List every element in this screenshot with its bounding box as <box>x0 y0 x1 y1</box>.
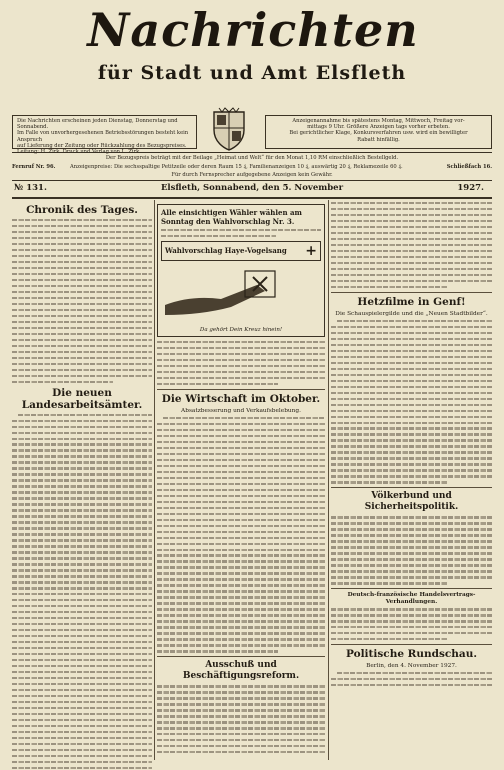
ballot-caption: Da gehört Dein Kreuz hinein! <box>199 326 283 333</box>
info-line: Rabatt hinfällig. <box>357 136 400 143</box>
article-body <box>157 417 325 653</box>
election-appeal: Alle einsichtigen Wähler wählen am Sonntag den Wahlvorschlag Nr. 3. <box>161 208 302 226</box>
subscription-text: Der Bezugspreis beträgt mit der Beilage „Heimat und Welt“ für den Monat 1,10 RM einschließlich Bestellgeld. <box>105 155 399 161</box>
column-divider <box>328 200 329 760</box>
article-body <box>12 219 152 383</box>
masthead-title: Nachrichten <box>87 3 419 57</box>
info-line: auf Lieferung der Zeitung oder Rückzahlung des Bezugspreises. <box>17 142 187 149</box>
subheadline-wirtschaft: Absatzbesserung und Verkaufsbelebung. <box>181 407 301 414</box>
column-left <box>12 202 152 757</box>
article-body <box>331 202 492 288</box>
issue-date: Elsfleth, Sonnabend, den 5. November <box>160 183 344 193</box>
info-line: Anzeigenannahme bis spätestens Montag, Mittwoch, Freitag vor- <box>292 118 465 124</box>
column-divider <box>154 200 155 760</box>
ad-prices: Anzeigenpreise: Die sechsspaltige Petitzeile oder deren Raum 15 ₰, Familienanzeigen 10 ₰, auswärtig 20 ₰, Reklamezeile 60 ₰. <box>70 164 403 170</box>
ballot-hand-icon <box>161 265 281 321</box>
issue-number: № 131. <box>14 183 47 193</box>
article-body <box>331 516 492 584</box>
phone-ads-note <box>12 170 492 180</box>
ballot-label: Wahlvorschlag Haye-Vogelsang <box>165 246 287 256</box>
subheadline-hetzfilme: Die Schauspielergilde und die „Neuen Stadtbilder“. <box>335 310 488 317</box>
ballot-cross: + <box>305 242 317 259</box>
article-body <box>157 341 325 385</box>
headline-voelkerbund: Völkerbund und Sicherheitspolitik. <box>364 491 459 513</box>
info-line: mittags 9 Uhr. Größere Anzeigen tags vorher erbeten. <box>307 124 450 131</box>
headline-wirtschaft: Die Wirtschaft im Oktober. <box>161 392 321 405</box>
headline-chronik: Chronik des Tages. <box>26 204 138 216</box>
info-line: Die Nachrichten erscheinen jeden Dienstag, Donnerstag und Sonnabend. <box>17 118 178 131</box>
headline-rundschau: Politische Rundschau. <box>345 648 478 661</box>
phone-number: Fernruf Nr. 96. <box>12 164 56 170</box>
article-body <box>157 685 325 753</box>
postbox: Schließfach 16. <box>446 164 492 170</box>
headline-ausschuss: Ausschuß und Beschäftigungsreform. <box>182 660 300 682</box>
divider <box>12 197 492 199</box>
headline-landesarbeitsaemter: Die neuen Landesarbeitsämter. <box>21 386 143 411</box>
publication-info <box>12 115 197 156</box>
article-body <box>331 320 492 484</box>
advertising-info <box>265 115 492 149</box>
phone-ads-text: Für durch Fernsprecher aufgegebene Anzeigen kein Gewähr. <box>171 172 333 178</box>
issue-year: 1927. <box>457 183 484 193</box>
info-line: Leitung: H. Zirk. Druck und Verlag von L. Zirk. <box>17 149 141 156</box>
headline-handelsvertrag: Deutsch-französische Handelsvertrags-Verhandlungen. <box>347 592 476 606</box>
article-body <box>331 672 492 686</box>
column-middle <box>157 202 325 757</box>
dateline <box>12 181 492 195</box>
coat-of-arms-icon <box>210 108 248 152</box>
dateline-rundschau: Berlin, den 4. November 1927. <box>366 663 457 670</box>
info-line: Im Falle von unvorhergesehenen Betriebsstörungen besteht kein Anspruch <box>17 130 189 143</box>
election-box <box>157 204 325 337</box>
ballot-entry <box>161 241 321 261</box>
column-right <box>331 202 492 757</box>
article-body <box>331 608 492 640</box>
article-body <box>12 414 152 769</box>
info-line: Bei gerichtlicher Klage, Konkursverfahren usw. wird ein bewilligter <box>289 130 468 137</box>
headline-hetzfilme: Hetzfilme in Genf! <box>357 295 466 308</box>
masthead-subtitle: für Stadt und Amt Elsfleth <box>97 62 407 84</box>
